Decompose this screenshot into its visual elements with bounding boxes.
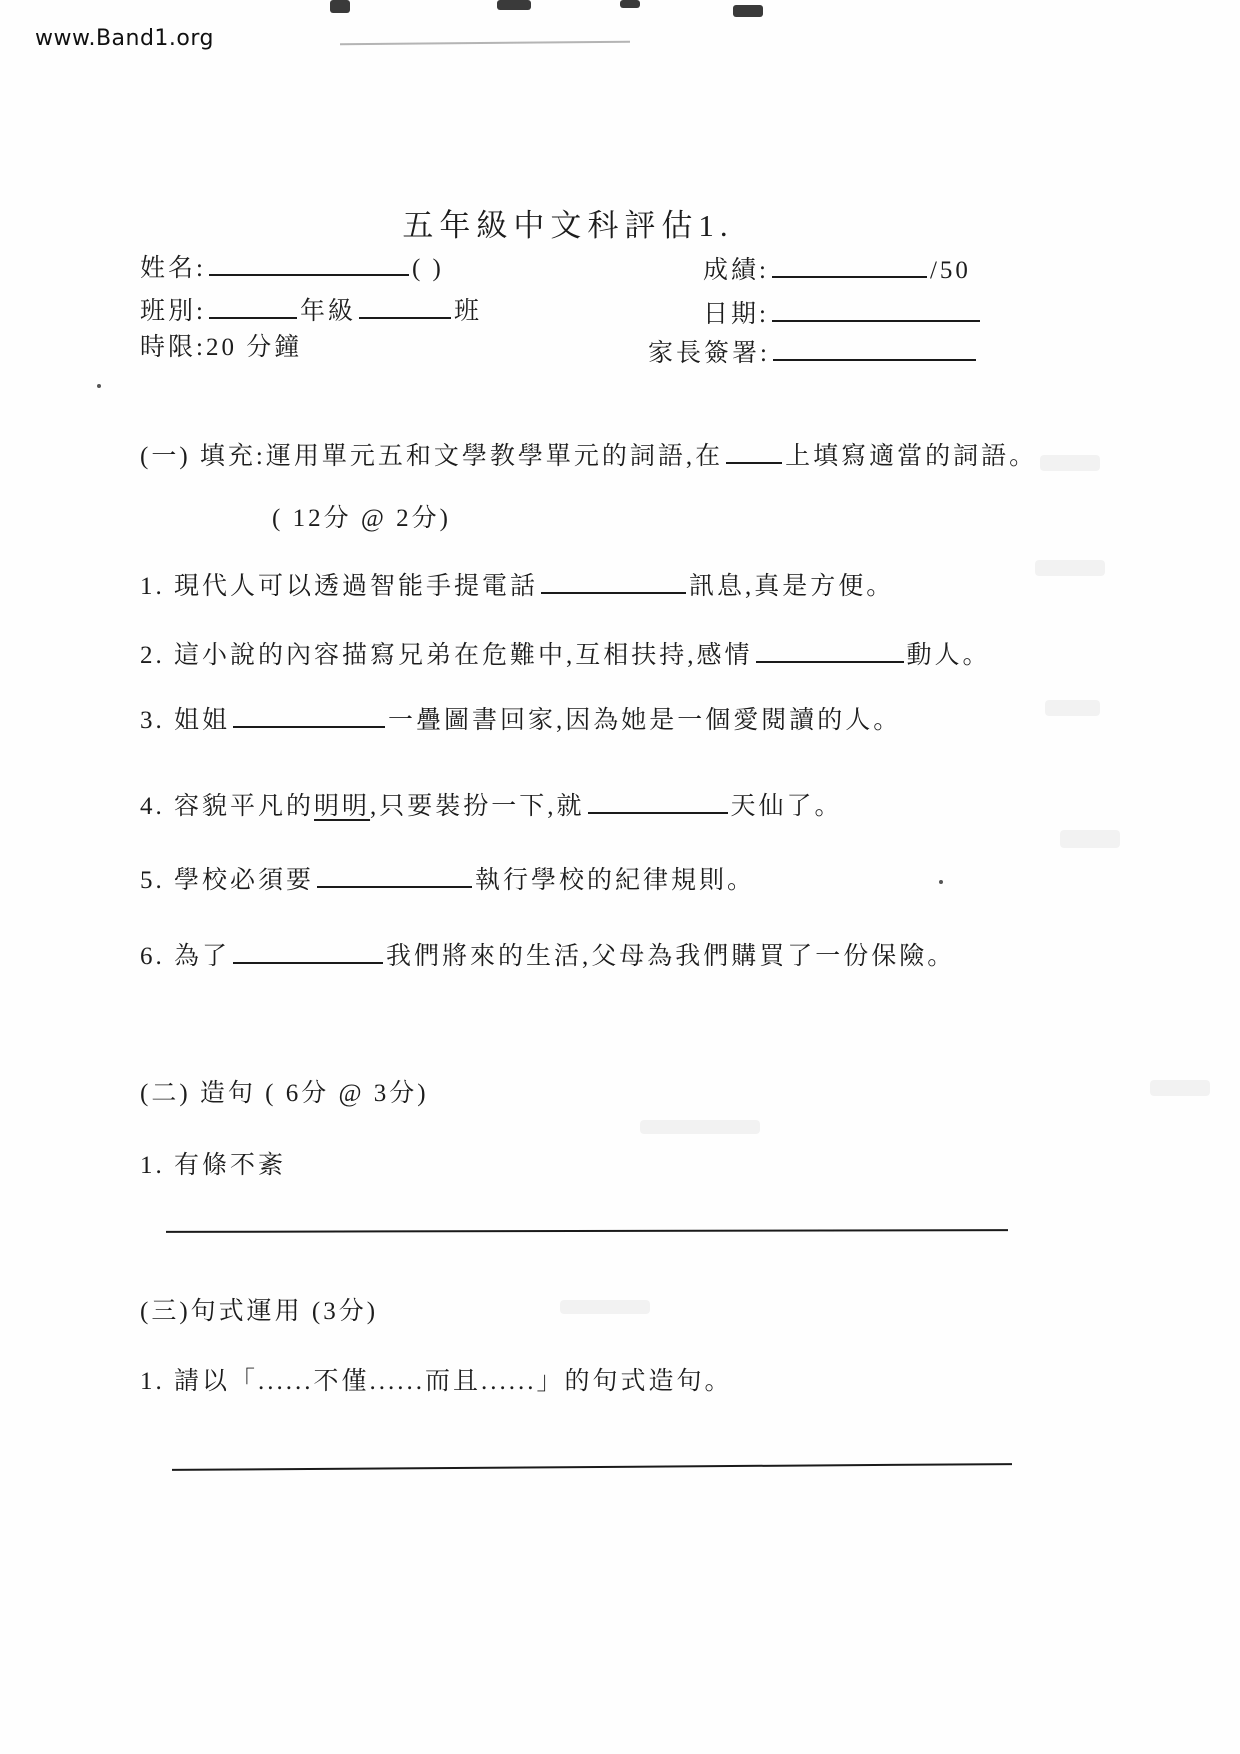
name-field-row: [140, 250, 444, 284]
answer-blank: [233, 938, 383, 964]
question-text: 為了: [174, 943, 231, 970]
answer-blank: [588, 788, 728, 814]
question-text: 一疊圖書回家,因為她是一個愛閱讀的人。: [388, 707, 902, 734]
question-number: 1.: [140, 573, 165, 600]
scan-artifact: [330, 0, 350, 13]
sentence-question-1: [140, 1150, 286, 1181]
question-number: 4.: [140, 793, 165, 820]
grade-suffix: 年級: [299, 298, 356, 325]
scan-artifact: [620, 0, 640, 8]
fill-question-4: [140, 788, 843, 822]
fill-question-3: [140, 702, 901, 736]
scan-artifact: [733, 5, 763, 17]
question-number: 5.: [140, 867, 165, 894]
answer-line: [166, 1229, 1008, 1233]
scan-artifact: [939, 880, 943, 884]
fill-question-5: [140, 862, 755, 896]
class-field-row: [140, 293, 482, 327]
scan-artifact: [1040, 455, 1100, 471]
question-text: 執行學校的紀律規則。: [475, 867, 756, 894]
question-text: 這小說的內容描寫兄弟在危難中,互相扶持,感情: [174, 642, 753, 669]
heading-blank: [726, 438, 782, 464]
watermark-url: www.Band1.org: [35, 26, 215, 51]
fill-question-1: [140, 568, 894, 602]
score-field-row: [703, 252, 971, 286]
question-text: ,只要裝扮一下,就: [370, 793, 585, 820]
question-text: 我們將來的生活,父母為我們購買了一份保險。: [386, 943, 956, 970]
scan-artifact: [1035, 560, 1105, 576]
scan-artifact: [1150, 1080, 1210, 1096]
name-label: 姓名:: [140, 255, 206, 282]
answer-line: [172, 1463, 1012, 1471]
scan-artifact: [1060, 830, 1120, 848]
page-title: 五年級中文科評估1.: [402, 208, 734, 243]
scan-artifact: [560, 1300, 650, 1314]
time-limit-label: 時限:20 分鐘: [140, 334, 303, 361]
question-text: 現代人可以透過智能手提電話: [174, 573, 539, 600]
question-number: 3.: [140, 707, 165, 734]
question-number: 2.: [140, 642, 165, 669]
score-total: /50: [929, 257, 971, 284]
name-blank: [209, 250, 409, 276]
answer-blank: [541, 568, 686, 594]
section1-marks: ( 12分 @ 2分): [272, 505, 451, 532]
question-text: 請以「......不僅......而且......」的句式造句。: [174, 1368, 733, 1395]
section1-heading: [140, 438, 1037, 472]
score-label: 成績:: [703, 257, 769, 284]
question-text: 學校必須要: [174, 867, 315, 894]
name-paren: ( ): [411, 255, 444, 282]
question-text: 天仙了。: [730, 793, 843, 820]
question-text: 動人。: [906, 642, 991, 669]
question-text: 有條不紊: [174, 1152, 287, 1179]
answer-blank: [317, 862, 472, 888]
question-number: 1.: [140, 1368, 165, 1395]
question-number: 1.: [140, 1152, 165, 1179]
date-label: 日期:: [703, 301, 769, 328]
class-label: 班別:: [140, 298, 206, 325]
grade-blank: [209, 293, 297, 319]
scan-artifact: [340, 41, 630, 46]
fill-question-2: [140, 637, 991, 671]
signature-label: 家長簽署:: [648, 340, 770, 367]
date-field-row: [703, 296, 983, 330]
fill-question-6: [140, 938, 955, 972]
date-blank: [772, 296, 980, 322]
underlined-word: 明明: [314, 793, 371, 820]
section2-heading: (二) 造句 ( 6分 @ 3分): [140, 1080, 429, 1107]
answer-blank: [233, 702, 385, 728]
class-blank: [359, 293, 451, 319]
class-suffix: 班: [453, 298, 482, 325]
section1-heading-post: 上填寫適當的詞語。: [785, 443, 1038, 470]
scan-artifact: [497, 0, 531, 10]
answer-blank: [756, 637, 904, 663]
section1-heading-pre: (一) 填充:運用單元五和文學教學單元的詞語,在: [140, 443, 724, 470]
signature-blank: [773, 335, 976, 361]
section3-heading: (三)句式運用 (3分): [140, 1298, 379, 1325]
question-text: 容貌平凡的: [174, 793, 315, 820]
scan-artifact: [1045, 700, 1100, 716]
pattern-question-1: [140, 1366, 733, 1397]
question-number: 6.: [140, 943, 165, 970]
question-text: 訊息,真是方便。: [689, 573, 895, 600]
scan-artifact: [97, 384, 101, 388]
question-text: 姐姐: [174, 707, 231, 734]
signature-field-row: [648, 335, 979, 369]
scan-artifact: [640, 1120, 760, 1134]
score-blank: [772, 252, 927, 278]
time-limit-row: [140, 332, 302, 363]
